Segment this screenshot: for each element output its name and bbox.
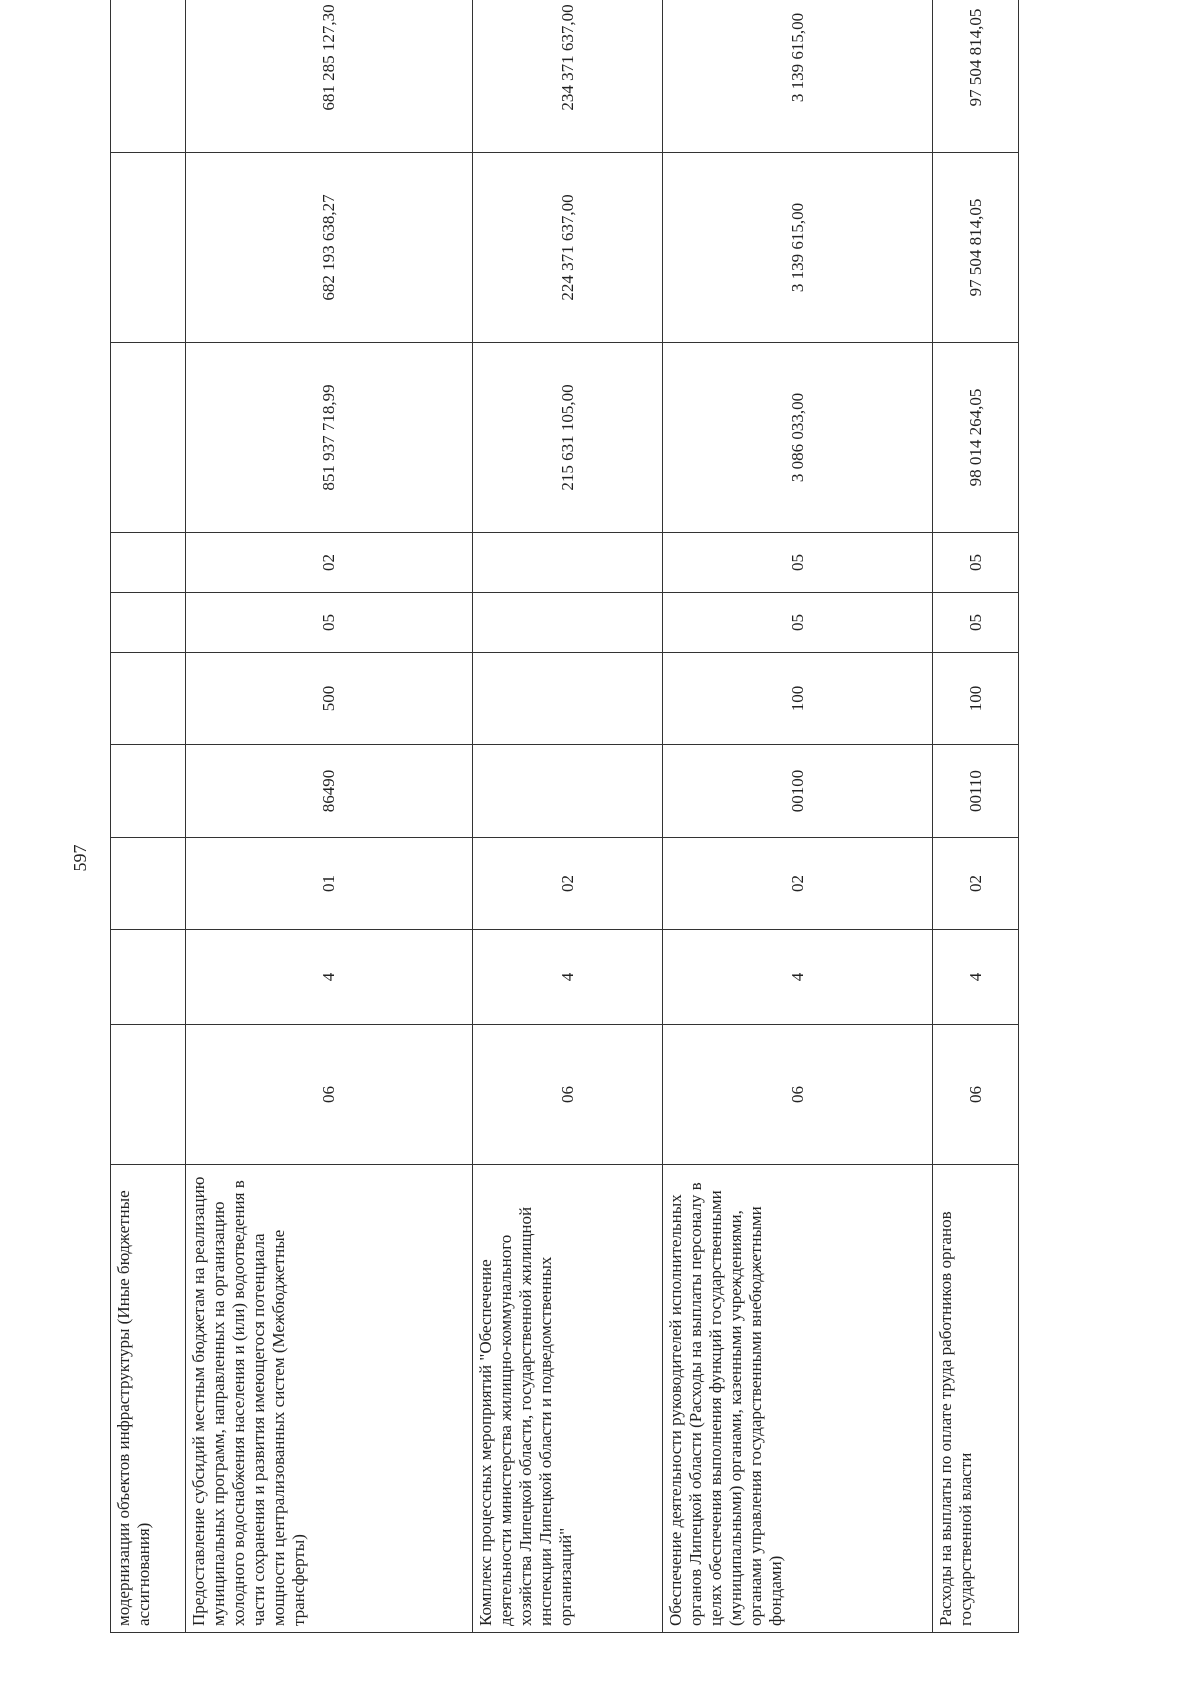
code-subprogram: 4 bbox=[473, 930, 663, 1025]
table-row bbox=[933, 0, 1019, 1633]
code-section: 05 bbox=[186, 593, 473, 653]
table-row bbox=[663, 0, 933, 1633]
amount-year-2 bbox=[111, 153, 186, 343]
code-direction bbox=[111, 745, 186, 838]
code-direction: 86490 bbox=[186, 745, 473, 838]
budget-table-rotated bbox=[110, 4, 1090, 1633]
code-program: 02 bbox=[663, 838, 933, 930]
code-section: 05 bbox=[663, 593, 933, 653]
table-row bbox=[473, 0, 663, 1633]
code-direction: 00100 bbox=[663, 745, 933, 838]
code-ministry: 06 bbox=[473, 1025, 663, 1165]
amount-year-2: 3 139 615,00 bbox=[663, 153, 933, 343]
amount-year-3: 3 139 615,00 bbox=[663, 0, 933, 153]
code-expense-type bbox=[111, 653, 186, 745]
amount-year-3: 97 504 814,05 bbox=[933, 0, 1019, 153]
code-expense-type bbox=[473, 653, 663, 745]
amount-year-1 bbox=[111, 343, 186, 533]
amount-year-1: 98 014 264,05 bbox=[933, 343, 1019, 533]
code-section bbox=[473, 593, 663, 653]
row-name: модернизации объектов инфраструктуры (Иные бюджетные ассигнования) bbox=[111, 1165, 186, 1633]
code-subsection: 02 bbox=[186, 533, 473, 593]
amount-year-2: 224 371 637,00 bbox=[473, 153, 663, 343]
code-ministry bbox=[111, 1025, 186, 1165]
code-ministry: 06 bbox=[663, 1025, 933, 1165]
code-program bbox=[111, 838, 186, 930]
table-row bbox=[111, 0, 186, 1633]
code-subprogram: 4 bbox=[933, 930, 1019, 1025]
row-name: Комплекс процессных мероприятий "Обеспечение деятельности министерства жилищно-коммунального хозяйства Липецкой области, государственной жилищной инспекции Липецкой области и подведомственных организаций" bbox=[473, 1165, 663, 1633]
code-expense-type: 500 bbox=[186, 653, 473, 745]
budget-table bbox=[110, 0, 1019, 1633]
code-program: 02 bbox=[473, 838, 663, 930]
code-expense-type: 100 bbox=[933, 653, 1019, 745]
amount-year-3 bbox=[111, 0, 186, 153]
row-name: Предоставление субсидий местным бюджетам на реализацию муниципальных программ, направленных на организацию холодного водоснабжения населения и (или) водоотведения в части сохранения и развития имеющегося потенциала мощности централизованных систем (Межбюджетные трансферты) bbox=[186, 1165, 473, 1633]
page-number: 597 bbox=[70, 844, 90, 872]
code-program: 02 bbox=[933, 838, 1019, 930]
code-section bbox=[111, 593, 186, 653]
code-subsection: 05 bbox=[663, 533, 933, 593]
code-subsection bbox=[473, 533, 663, 593]
code-expense-type: 100 bbox=[663, 653, 933, 745]
amount-year-1: 215 631 105,00 bbox=[473, 343, 663, 533]
row-name: Расходы на выплаты по оплате труда работников органов государственной власти bbox=[933, 1165, 1019, 1633]
code-subprogram bbox=[111, 930, 186, 1025]
code-subprogram: 4 bbox=[663, 930, 933, 1025]
code-ministry: 06 bbox=[933, 1025, 1019, 1165]
code-section: 05 bbox=[933, 593, 1019, 653]
code-subsection bbox=[111, 533, 186, 593]
code-program: 01 bbox=[186, 838, 473, 930]
code-direction: 00110 bbox=[933, 745, 1019, 838]
table-row bbox=[186, 0, 473, 1633]
code-subsection: 05 bbox=[933, 533, 1019, 593]
amount-year-1: 851 937 718,99 bbox=[186, 343, 473, 533]
amount-year-3: 681 285 127,30 bbox=[186, 0, 473, 153]
code-ministry: 06 bbox=[186, 1025, 473, 1165]
amount-year-2: 97 504 814,05 bbox=[933, 153, 1019, 343]
code-subprogram: 4 bbox=[186, 930, 473, 1025]
amount-year-3: 234 371 637,00 bbox=[473, 0, 663, 153]
code-direction bbox=[473, 745, 663, 838]
amount-year-1: 3 086 033,00 bbox=[663, 343, 933, 533]
row-name: Обеспечение деятельности руководителей исполнительных органов Липецкой области (Расходы на выплаты персоналу в целях обеспечения выполнения функций государственными (муниципальными) органами, казенными учреждениями, органами управления государственными внебюджетными фондами) bbox=[663, 1165, 933, 1633]
amount-year-2: 682 193 638,27 bbox=[186, 153, 473, 343]
